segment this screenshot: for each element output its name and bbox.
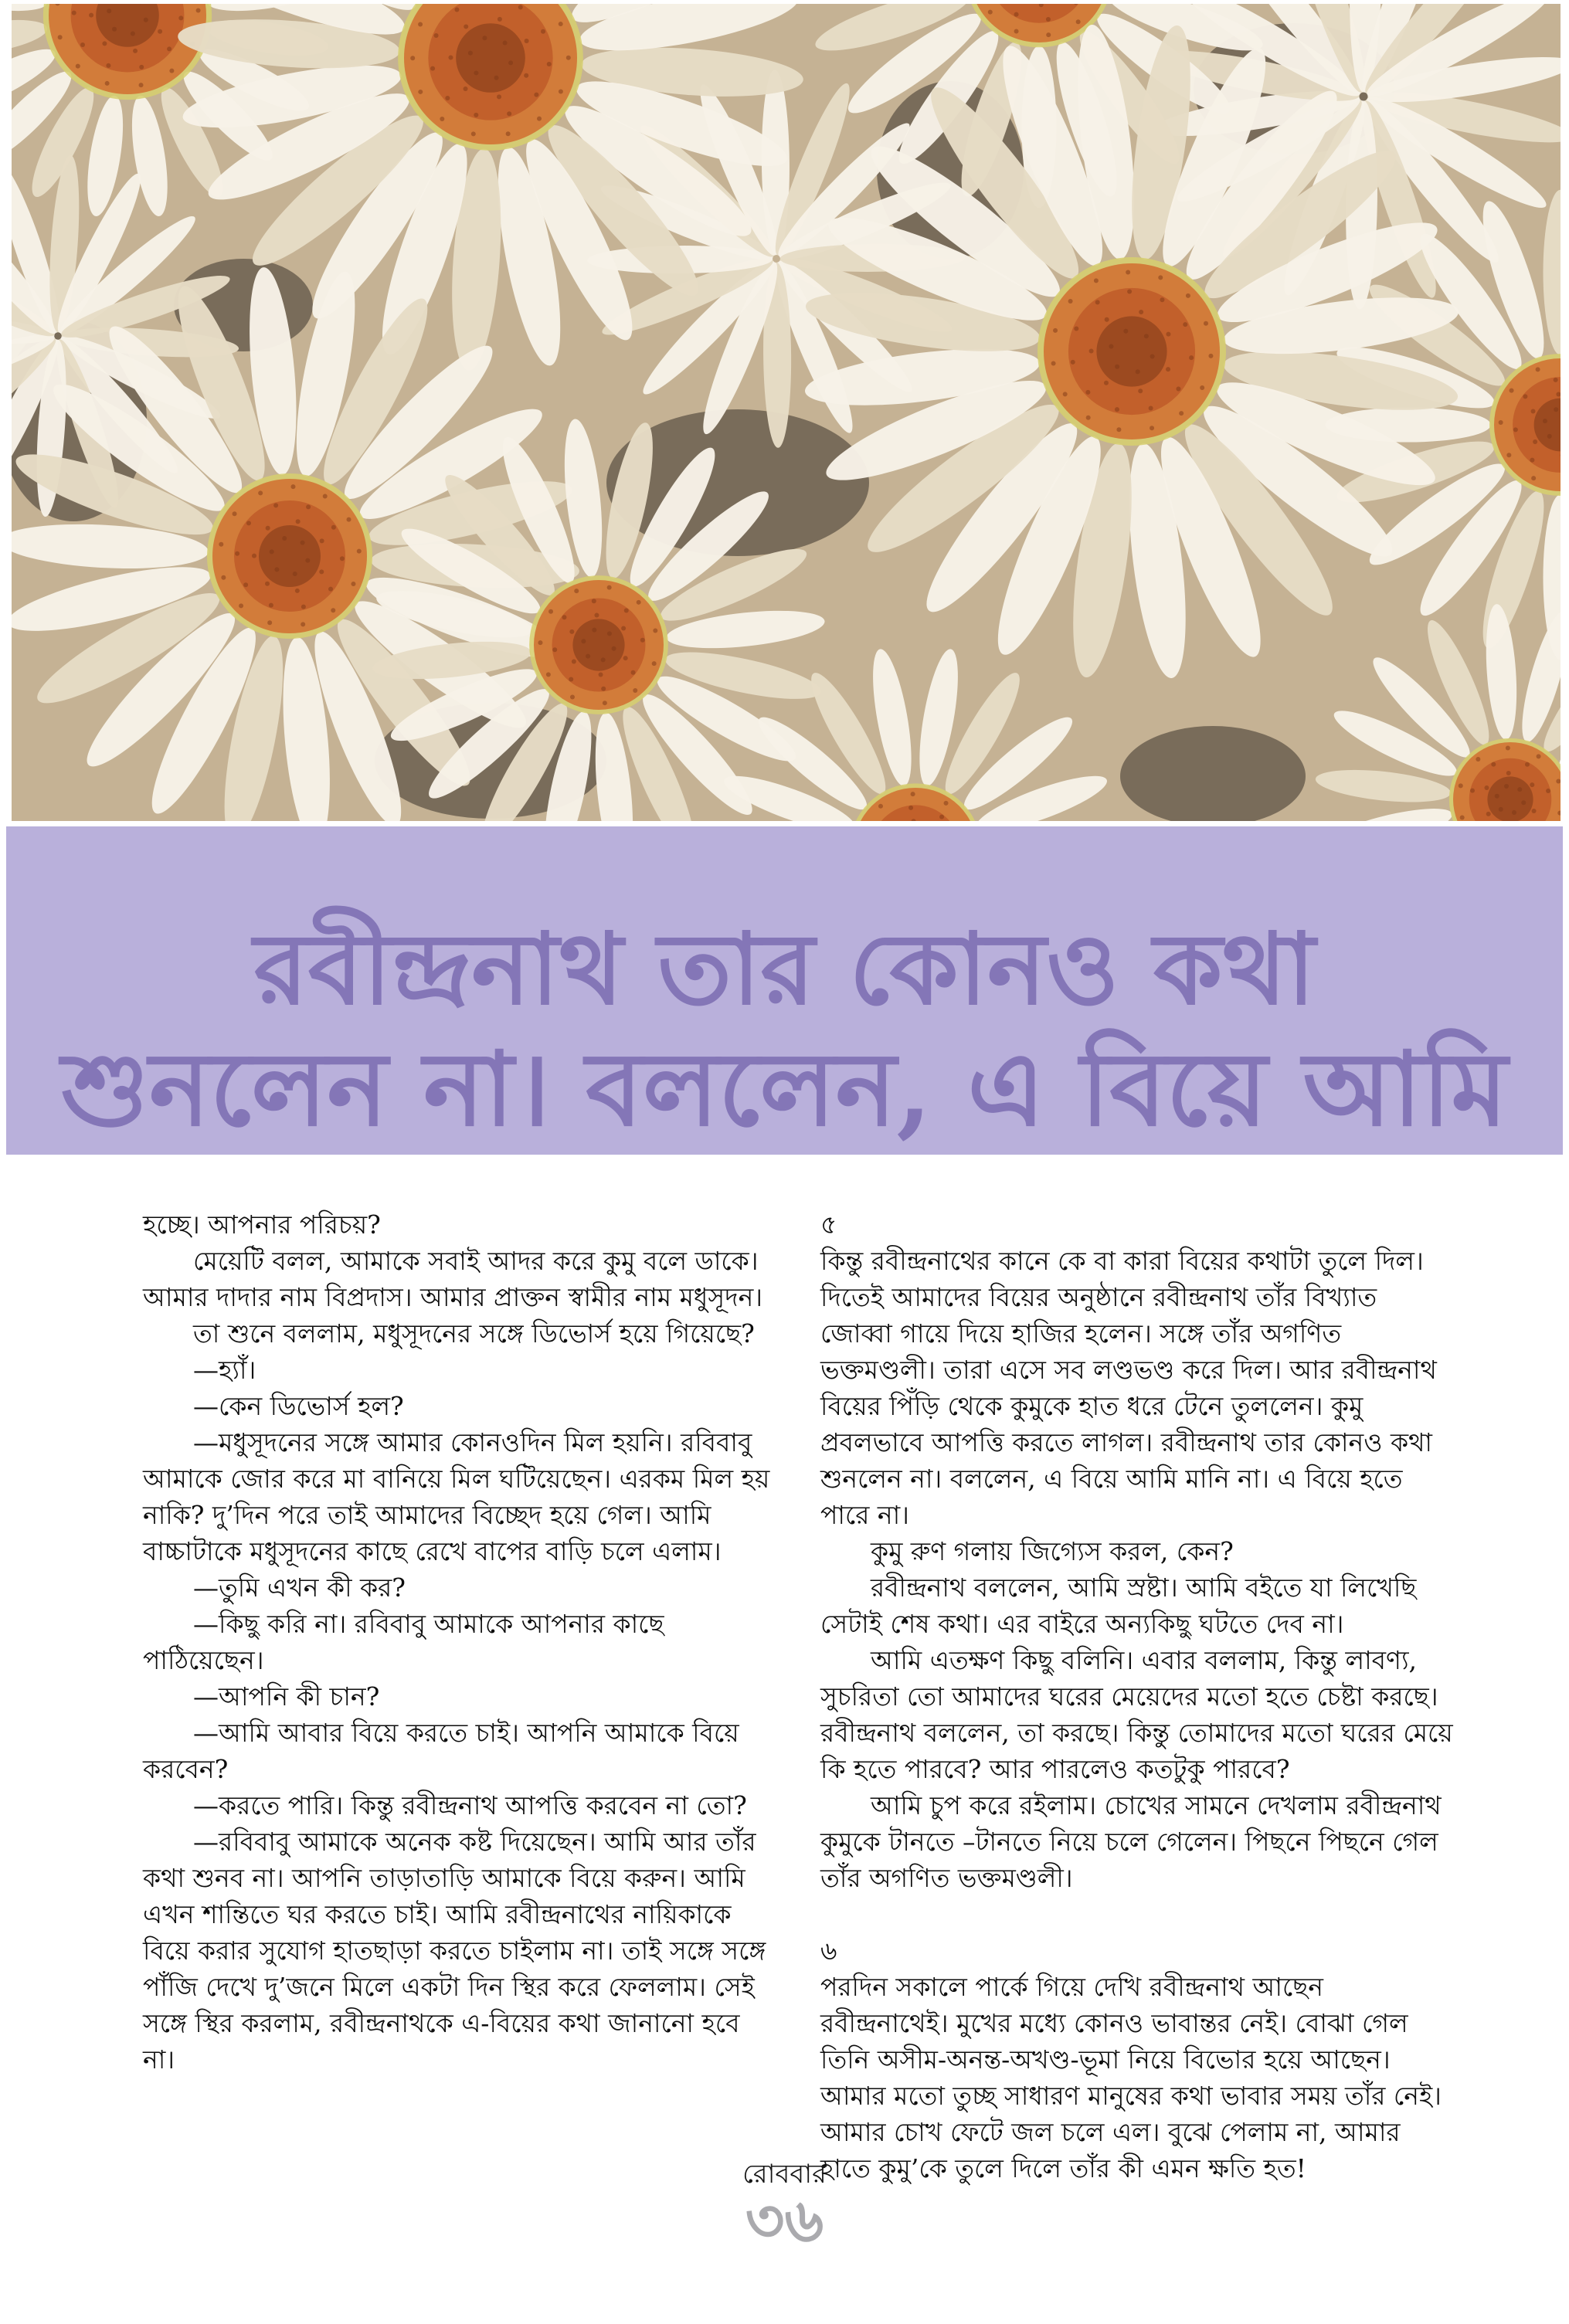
article-paragraph: —আপনি কী চান? xyxy=(193,1681,380,1712)
section-number: ৫ xyxy=(820,1209,837,1240)
page-footer xyxy=(0,2159,1569,2256)
article-paragraph: মেয়েটি বলল, আমাকে সবাই আদর করে কুমু বলে ডাকে। আমার দাদার নাম বিপ্রদাস। আমার প্রাক্তন স্বামীর নাম মধুসূদন। xyxy=(143,1246,763,1312)
magazine-title: রোববার xyxy=(742,2159,827,2190)
article-paragraph: আমি চুপ করে রইলাম। চোখের সামনে দেখলাম রবীন্দ্রনাথ কুমুকে টানতে –টানতে নিয়ে চলে গেলেন। পিছনে পিছনে গেল তাঁর অগণিত ভক্তমণ্ডলী। xyxy=(820,1790,1442,1893)
article-paragraph: —মধুসূদনের সঙ্গে আমার কোনওদিন মিল হয়নি। রবিবাবু আমাকে জোর করে মা বানিয়ে মিল ঘটিয়েছেন। এরকম মিল হয় নাকি? দু’দিন পরে তাই আমাদের বিচ্ছেদ হয়ে গেল। আমি বাচ্চাটাকে মধুসূদনের কাছে রেখে বাপের বাড়ি চলে এলাম। xyxy=(143,1427,770,1566)
article-paragraph: পরদিন সকালে পার্কে গিয়ে দেখি রবীন্দ্রনাথ আছেন রবীন্দ্রনাথেই। মুখের মধ্যে কোনও ভাবান্তর নেই। বোঝা গেল তিনি অসীম-অনন্ত-অখণ্ড-ভূমা নিয়ে বিভোর হয়ে আছেন। আমার মতো তুচ্ছ সাধারণ মানুষের কথা ভাবার সময় তাঁর নেই। আমার চোখ ফেটে জল চলে এল। বুঝে পেলাম না, আমার হাতে কুমু’কে তুলে দিলে তাঁর কী এমন ক্ষতি হত! xyxy=(820,1972,1442,2183)
section-number: ৬ xyxy=(820,1936,837,1966)
article-paragraph: কিন্তু রবীন্দ্রনাথের কানে কে বা কারা বিয়ের কথাটা তুলে দিল। দিতেই আমাদের বিয়ের অনুষ্ঠানে রবীন্দ্রনাথ তাঁর বিখ্যাত জোব্বা গায়ে দিয়ে হাজির হলেন। সঙ্গে তাঁর অগণিত ভক্তমণ্ডলী। তারা এসে সব লণ্ডভণ্ড করে দিল। আর রবীন্দ্রনাথ বিয়ের পিঁড়ি থেকে কুমুকে হাত ধরে টেনে তুললেন। কুমু প্রবলভাবে আপত্তি করতে লাগল। রবীন্দ্রনাথ তার কোনও কথা শুনলেন না। বললেন, এ বিয়ে আমি মানি না। এ বিয়ে হতে পারে না। xyxy=(820,1246,1437,1530)
article-paragraph: তা শুনে বললাম, মধুসূদনের সঙ্গে ডিভোর্স হয়ে গিয়েছে? xyxy=(193,1318,755,1349)
article-paragraph: —আমি আবার বিয়ে করতে চাই। আপনি আমাকে বিয়ে করবেন? xyxy=(143,1718,739,1784)
daisies-photo-illustration xyxy=(12,4,1561,821)
article-paragraph: হচ্ছে। আপনার পরিচয়? xyxy=(143,1209,381,1240)
article-paragraph: —কিছু করি না। রবিবাবু আমাকে আপনার কাছে পাঠিয়েছেন। xyxy=(143,1609,664,1675)
pull-quote-line-1: রবীন্দ্রনাথ তার কোনও কথা xyxy=(253,911,1316,1027)
article-paragraph: রবীন্দ্রনাথ বললেন, আমি স্রষ্টা। আমি বইতে যা লিখেছি সেটাই শেষ কথা। এর বাইরে অন্যকিছু ঘটতে দেব না। xyxy=(820,1573,1417,1639)
article-paragraph: —রবিবাবু আমাকে অনেক কষ্ট দিয়েছেন। আমি আর তাঁর কথা শুনব না। আপনি তাড়াতাড়ি আমাকে বিয়ে করুন। আমি এখন শান্তিতে ঘর করতে চাই। আমি রবীন্দ্রনাথের নায়িকাকে বিয়ে করার সুযোগ হাতছাড়া করতে চাইলাম না। তাই সঙ্গে সঙ্গে পাঁজি দেখে দু’জনে মিলে একটা দিন স্থির করে ফেললাম। সেই সঙ্গে স্থির করলাম, রবীন্দ্রনাথকে এ-বিয়ের কথা জানানো হবে না। xyxy=(143,1827,766,2075)
article-paragraph: —তুমি এখন কী কর? xyxy=(193,1573,406,1603)
article-column-right xyxy=(820,1206,1455,2187)
article-paragraph: —হ্যাঁ। xyxy=(193,1355,256,1385)
article-paragraph: কুমু রুণ গলায় জিগ্যেস করল, কেন? xyxy=(871,1536,1234,1566)
article-paragraph: আমি এতক্ষণ কিছু বলিনি। এবার বললাম, কিন্তু লাবণ্য, সুচরিতা তো আমাদের ঘরের মেয়েদের মতো হতে চেষ্টা করছে। রবীন্দ্রনাথ বললেন, তা করছে। কিন্তু তোমাদের মতো ঘরের মেয়ে কি হতে পারবে? আর পারলেও কতটুকু পারবে? xyxy=(820,1645,1453,1784)
pull-quote-line-2: শুনলেন না। বললেন, এ বিয়ে আমি xyxy=(61,1030,1508,1149)
daisies-photo xyxy=(12,4,1561,821)
page-number: ৩৬ xyxy=(745,2186,824,2256)
pull-quote-banner xyxy=(6,826,1563,1155)
article-paragraph: —কেন ডিভোর্স হল? xyxy=(193,1391,404,1421)
article-column-left xyxy=(143,1206,775,2078)
article-paragraph: —করতে পারি। কিন্তু রবীন্দ্রনাথ আপত্তি করবেন না তো? xyxy=(193,1790,747,1820)
